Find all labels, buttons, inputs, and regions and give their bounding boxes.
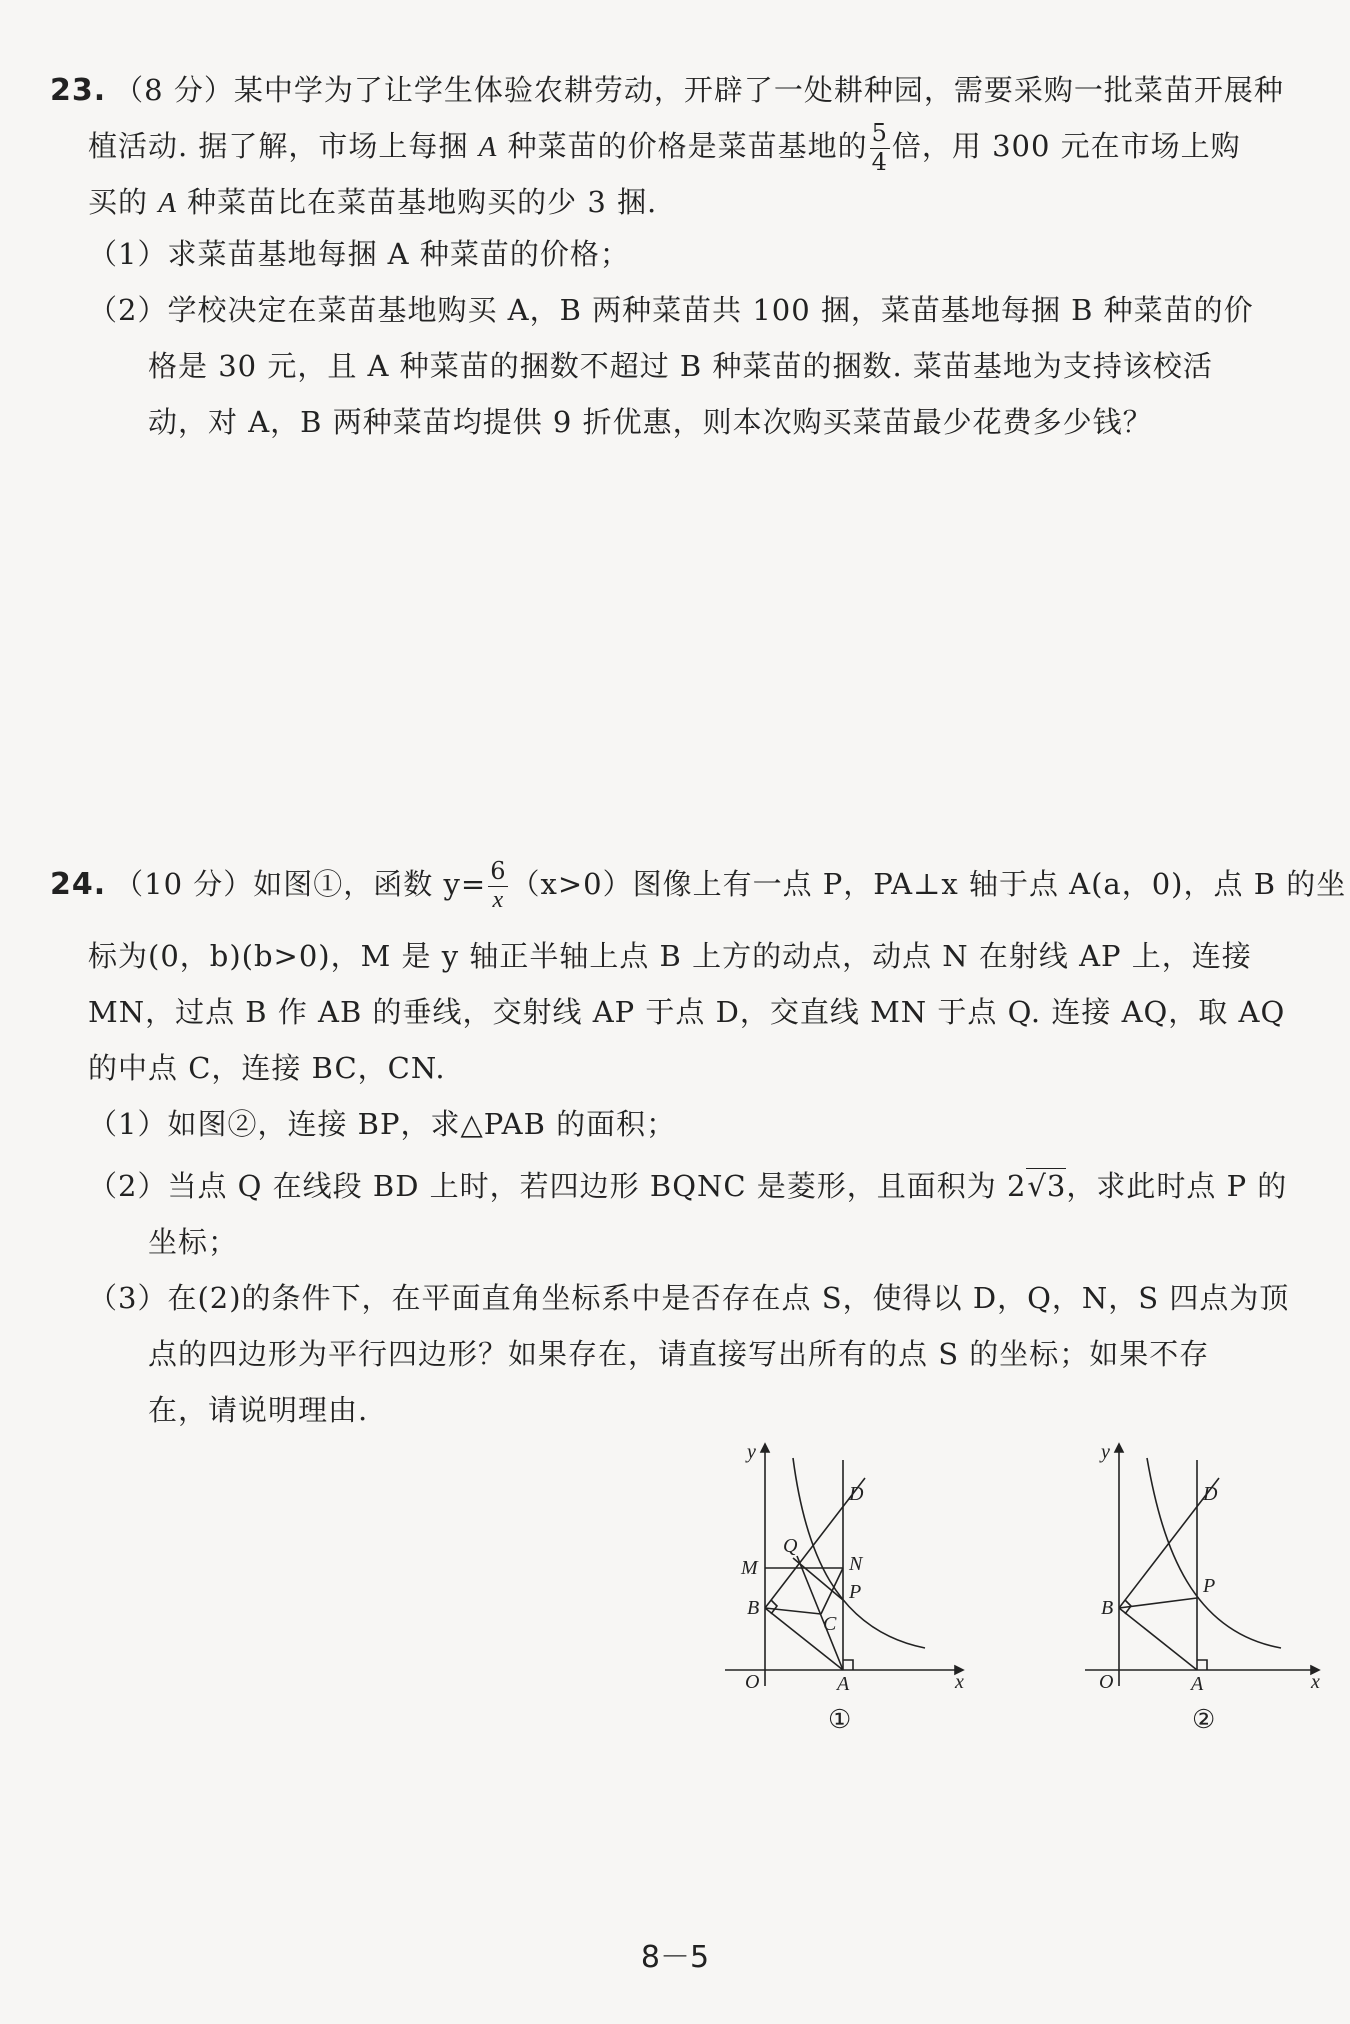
p23-question-1: （1）求菜苗基地每捆 A 种菜苗的价格； <box>88 237 630 271</box>
figure-2-label: ② <box>1192 1705 1216 1735</box>
label-x: x <box>955 1671 964 1690</box>
label-Q: Q <box>783 1535 798 1557</box>
label-O: O <box>745 1671 760 1690</box>
label-y: y <box>1101 1441 1110 1463</box>
figure-1 <box>725 1440 965 1690</box>
label-x: x <box>1311 1671 1320 1690</box>
label-y: y <box>747 1441 756 1463</box>
label-M: M <box>741 1557 758 1579</box>
fraction-5-4: $\frac{5}{4}$ <box>871 119 888 176</box>
figure-1-label: ① <box>828 1705 852 1735</box>
p24-line-4: 的中点 C，连接 BC，CN. <box>88 1051 446 1085</box>
p23-line-3: 买的 A 种菜苗比在菜苗基地购买的少 3 捆. <box>88 185 658 219</box>
sqrt-3: √3 <box>1027 1169 1067 1203</box>
segment-CN <box>821 1568 843 1614</box>
p23-question-2-line-3: 动，对 A，B 两种菜苗均提供 9 折优惠，则本次购买菜苗最少花费多少钱？ <box>148 405 1153 439</box>
label-N: N <box>849 1553 863 1575</box>
p24-question-1: （1）如图②，连接 BP，求△PAB 的面积； <box>88 1107 677 1141</box>
fraction-6-x: $\frac{6}{x}$ <box>490 857 507 913</box>
p24-line-2: 标为(0，b)(b>0)，M 是 y 轴正半轴上点 B 上方的动点，动点 N 在射线 AP 上，连接 <box>88 939 1252 973</box>
p24-question-3-line-1: （3）在(2)的条件下，在平面直角坐标系中是否存在点 S，使得以 D，Q，N，S 四点为顶 <box>88 1281 1290 1315</box>
problem-number: 23. <box>50 73 107 108</box>
p24-question-2-line-2: 坐标； <box>148 1225 239 1259</box>
p24-line-3: MN，过点 B 作 AB 的垂线，交射线 AP 于点 D，交直线 MN 于点 Q. 连接 AQ，取 AQ <box>88 995 1286 1029</box>
p24-line-1: 24. （10 分）如图①，函数 y= $\frac{6}{x}$ （x>0）图像上有一点 P，PA⊥x 轴于点 A(a，0)，点 B 的坐 <box>50 857 1347 913</box>
label-P: P <box>1203 1575 1216 1597</box>
label-D: D <box>849 1483 864 1505</box>
label-A: A <box>837 1673 850 1690</box>
label-B: B <box>1101 1597 1114 1619</box>
label-O: O <box>1099 1671 1114 1690</box>
p23-line-2: 植活动. 据了解，市场上每捆 A 种菜苗的价格是菜苗基地的 $\frac{5}{4}$ 倍，用 300 元在市场上购 <box>88 119 1241 176</box>
label-D: D <box>1203 1483 1218 1505</box>
page-number: 8－5 <box>640 1940 710 1975</box>
label-C: C <box>823 1613 837 1635</box>
label-A: A <box>1191 1673 1204 1690</box>
p23-line-1: 23. （8 分）某中学为了让学生体验农耕劳动，开辟了一处耕种园，需要采购一批菜苗开展种 <box>50 73 1284 108</box>
label-B: B <box>747 1597 760 1619</box>
segment-AB <box>1119 1608 1197 1670</box>
p24-question-3-line-2: 点的四边形为平行四边形？如果存在，请直接写出所有的点 S 的坐标；如果不存 <box>148 1337 1210 1371</box>
p24-question-3-line-3: 在，请说明理由. <box>148 1393 369 1427</box>
problem-number: 24. <box>50 867 107 903</box>
p23-question-2-line-1: （2）学校决定在菜苗基地购买 A，B 两种菜苗共 100 捆，菜苗基地每捆 B 种菜苗的价 <box>88 293 1254 327</box>
p23-question-2-line-2: 格是 30 元，且 A 种菜苗的捆数不超过 B 种菜苗的捆数. 菜苗基地为支持该校活 <box>148 349 1213 383</box>
figure-2 <box>1085 1440 1325 1690</box>
p24-question-2-line-1: （2）当点 Q 在线段 BD 上时，若四边形 BQNC 是菱形，且面积为 2√3，求此时点 P 的 <box>88 1169 1288 1203</box>
label-P: P <box>849 1581 862 1603</box>
